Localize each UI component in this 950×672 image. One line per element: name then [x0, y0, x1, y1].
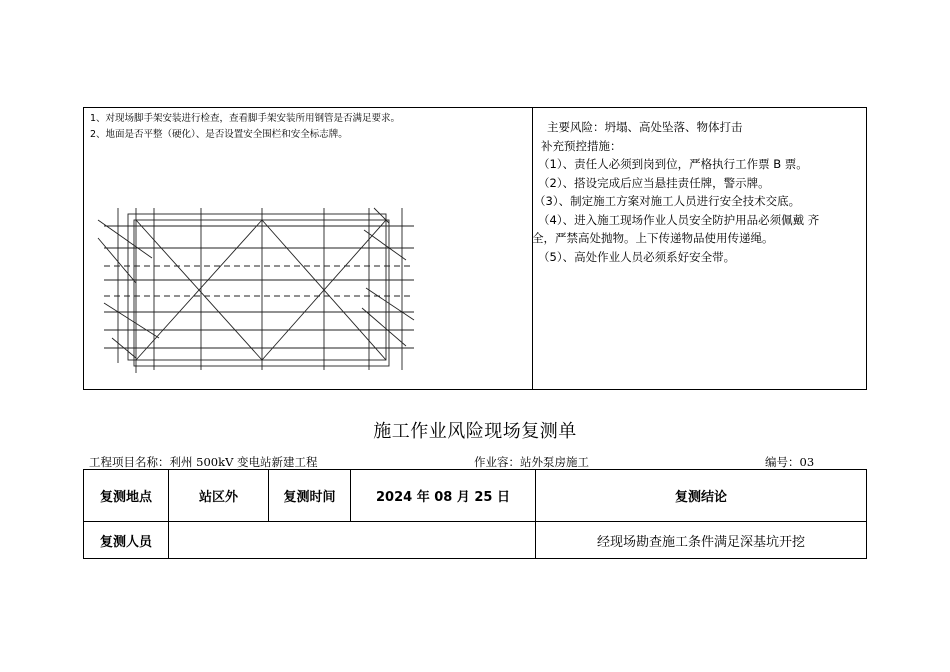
risk-line: 补充预控措施： — [541, 138, 622, 153]
scaffold-drawing — [84, 108, 532, 389]
location-value: 站区外 — [169, 470, 269, 522]
work-content: 作业容：站外泵房施工 — [474, 455, 589, 469]
risk-line: 主要风险：坍塌、高处坠落、物体打击 — [547, 120, 743, 134]
conclusion-value: 经现场勘查施工条件满足深基坑开挖 — [536, 522, 867, 559]
recheck-table — [83, 469, 867, 559]
risk-line: （5）、高处作业人员必须系好安全带。 — [538, 249, 736, 264]
risk-notes — [532, 118, 863, 266]
conclusion-label: 复测结论 — [536, 470, 867, 522]
personnel-label: 复测人员 — [84, 522, 169, 559]
risk-line: （2）、搭设完成后应当悬挂责任牌，警示牌。 — [538, 175, 770, 190]
column-divider — [532, 108, 533, 389]
time-value: 2024 年 08 月 25 日 — [351, 470, 536, 522]
personnel-value[interactable] — [169, 522, 536, 559]
risk-line: （4）、进入施工现场作业人员安全防护用品必须佩戴 齐 — [538, 212, 820, 227]
risk-line: 全，严禁高处抛物。上下传递物品使用传递绳。 — [532, 231, 774, 245]
location-label: 复测地点 — [84, 470, 169, 522]
check-item: 2、地面是否平整（硬化）、是否设置安全围栏和安全标志牌。 — [90, 129, 348, 140]
risk-line: （3）、制定施工方案对施工人员进行安全技术交底。 — [534, 194, 801, 208]
time-label: 复测时间 — [269, 470, 351, 522]
project-name: 工程项目名称：利州 500kV 变电站新建工程 — [89, 455, 318, 469]
inspection-box — [83, 107, 867, 390]
risk-line: （1）、责任人必须到岗到位，严格执行工作票 B 票。 — [538, 157, 808, 171]
check-item: 1、对现场脚手架安装进行检查，查看脚手架安装所用钢管是否满足要求。 — [90, 113, 401, 124]
document-number: 编号：03 — [765, 455, 815, 469]
page-title: 施工作业风险现场复测单 — [373, 421, 577, 442]
